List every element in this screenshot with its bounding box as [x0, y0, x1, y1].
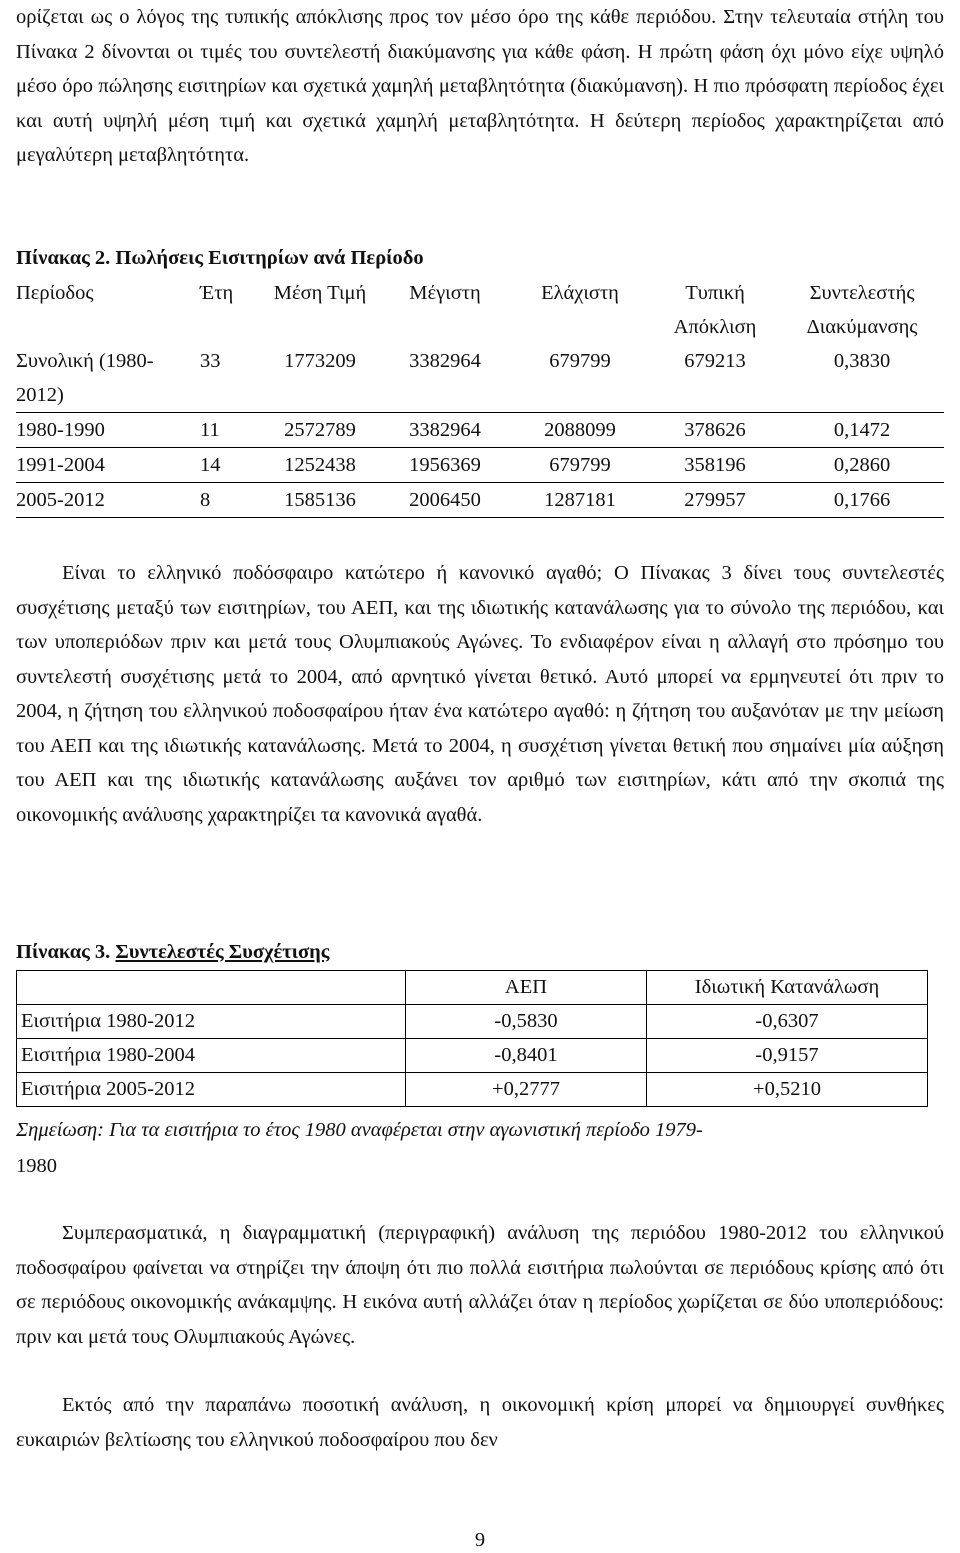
table2-header-years: Έτη [200, 282, 234, 304]
table-row [17, 1005, 928, 1039]
table3-cell: -0,6307 [647, 1005, 928, 1039]
table2-cell: 2572789 [260, 413, 380, 448]
table2-cell: 1980-1990 [16, 413, 186, 448]
table2-cell: 1252438 [260, 448, 380, 483]
table3-caption [16, 938, 329, 966]
table2-cell: Συνολική (1980-2012) [16, 350, 154, 406]
table3-cell: +0,2777 [406, 1073, 647, 1107]
table-row [16, 483, 944, 518]
note-tail: 1980 [16, 1155, 57, 1177]
table2-cell: 2088099 [510, 413, 650, 448]
table2-header-row [16, 276, 944, 344]
table3-header-row [17, 971, 928, 1005]
table2-caption-label: Πίνακας 2. [16, 247, 111, 269]
table2-cell: 1956369 [380, 448, 510, 483]
table3-note [16, 1112, 944, 1184]
table2-header-cv: Συντελεστής Διακύμανσης [806, 282, 918, 338]
table2-cell: 0,2860 [780, 448, 944, 483]
table2-header-max: Μέγιστη [409, 282, 481, 304]
table3-caption-label: Πίνακας 3. [16, 941, 111, 963]
table2-cell: 358196 [650, 448, 780, 483]
table3-header-consumption: Ιδιωτική Κατανάλωση [647, 971, 928, 1005]
table2-header-mean: Μέση Τιμή [273, 282, 367, 304]
table2-cell: 679799 [549, 350, 611, 372]
table2-cell: 11 [186, 413, 260, 448]
table2-cell: 378626 [650, 413, 780, 448]
table-row [16, 413, 944, 448]
table2-cell: 0,1472 [780, 413, 944, 448]
table2-header-min: Ελάχιστη [541, 282, 619, 304]
table2-cell: 679799 [510, 448, 650, 483]
table3-cell: Εισιτήρια 1980-2012 [17, 1005, 406, 1039]
table2-cell: 1287181 [510, 483, 650, 518]
table2-cell: 0,3830 [833, 350, 891, 372]
table3-header-blank [17, 971, 406, 1005]
table3-cell: -0,9157 [647, 1039, 928, 1073]
table2-ticket-sales [16, 276, 944, 518]
table-row [16, 344, 944, 413]
table3-header-gdp: ΑΕΠ [406, 971, 647, 1005]
table2-cell: 1991-2004 [16, 448, 186, 483]
page-number: 9 [474, 1529, 486, 1551]
table2-cell: 2005-2012 [16, 483, 186, 518]
body-paragraph-crisis: Εκτός από την παραπάνω ποσοτική ανάλυση, η οικονομική κρίση μπορεί να δημιουργεί συνθήκες ευκαιριών βελτίωσης του ελληνικού ποδοσφαίρου που δεν [16, 1394, 944, 1451]
note-text: Για τα εισιτήρια το έτος 1980 αναφέρεται στην αγωνιστική περίοδο 1979- [109, 1119, 703, 1141]
body-paragraph-goods: Είναι το ελληνικό ποδόσφαιρο κατώτερο ή κανονικό αγαθό; Ο Πίνακας 3 δίνει τους συντελεστές συσχέτισης μεταξύ των εισιτηρίων, του ΑΕΠ, και της ιδιωτικής κατανάλωσης για το σύνολο της περιόδου, και των υποπεριόδων πριν και μετά τους Ολυμπιακούς Αγώνες. Το ενδιαφέρον είναι η αλλαγή στο πρόσημο του συντελεστή συσχέτισης μετά το 2004, από αρνητικό γίνεται θετικό. Αυτό μπορεί να ερμηνευτεί ότι πριν το 2004, η ζήτηση του ελληνικού ποδοσφαίρου ήταν ένα κατώτερο αγαθό: η ζήτηση του αυξανόταν με την μείωση του ΑΕΠ και της ιδιωτικής κατανάλωσης. Μετά το 2004, η συσχέτιση γίνεται θετική που σημαίνει μία αύξηση του ΑΕΠ και της ιδιωτικής κατανάλωσης αυξάνει τον αριθμό των εισιτηρίων, κάτι από την σκοπιά της οικονομικής ανάλυσης χαρακτηρίζει τα κανονικά αγαθά. [16, 562, 944, 826]
body-paragraph-conclusion: Συμπερασματικά, η διαγραμματική (περιγραφική) ανάλυση της περιόδου 1980-2012 του ελληνικού ποδοσφαίρου φαίνεται να στηρίζει την άποψη ότι πιο πολλά εισιτήρια πωλούνται σε περιόδους κρίσης από ότι σε περιόδους οικονομικής ανάκαμψης. Η εικόνα αυτή αλλάζει όταν η περίοδος χωρίζεται σε δύο υποπεριόδους: πριν και μετά τους Ολυμπιακούς Αγώνες. [16, 1222, 944, 1348]
table2-cell: 3382964 [409, 350, 481, 372]
table2-cell: 1773209 [284, 350, 356, 372]
table2-cell: 279957 [650, 483, 780, 518]
intro-paragraph: ορίζεται ως ο λόγος της τυπικής απόκλισης προς τον μέσο όρο της κάθε περιόδου. Στην τελευταία στήλη του Πίνακα 2 δίνονται οι τιμές του συντελεστή διακύμανσης για κάθε φάση. Η πρώτη φάση όχι μόνο είχε υψηλό μέσο όρο πώλησης εισιτηρίων και σχετικά χαμηλή μεταβλητότητα (διακύμανση). Η πιο πρόσφατη περίοδος έχει και αυτή υψηλή μέση τιμή και σχετικά χαμηλή μεταβλητότητα. Η δεύτερη περίοδος χαρακτηρίζεται από μεγαλύτερη μεταβλητότητα. [16, 6, 944, 166]
table2-cell: 0,1766 [780, 483, 944, 518]
note-label: Σημείωση: [16, 1119, 104, 1141]
table2-caption-title: Πωλήσεις Εισιτηρίων ανά Περίοδο [115, 247, 424, 269]
table2-cell: 8 [186, 483, 260, 518]
table2-cell: 3382964 [380, 413, 510, 448]
table3-cell: +0,5210 [647, 1073, 928, 1107]
table2-caption [16, 244, 424, 272]
table3-cell: Εισιτήρια 2005-2012 [17, 1073, 406, 1107]
table3-cell: -0,8401 [406, 1039, 647, 1073]
table3-cell: -0,5830 [406, 1005, 647, 1039]
table2-cell: 2006450 [380, 483, 510, 518]
table2-cell: 14 [186, 448, 260, 483]
table2-cell: 33 [200, 350, 221, 372]
table3-caption-title: Συντελεστές Συσχέτισης [115, 941, 330, 963]
table2-cell: 679213 [684, 350, 746, 372]
table-row [16, 448, 944, 483]
table-row [17, 1073, 928, 1107]
table2-cell: 1585136 [260, 483, 380, 518]
table-row [17, 1039, 928, 1073]
table2-header-period: Περίοδος [16, 282, 94, 304]
table3-correlations [16, 970, 928, 1107]
table3-cell: Εισιτήρια 1980-2004 [17, 1039, 406, 1073]
table2-header-std: Τυπική Απόκλιση [673, 282, 757, 338]
